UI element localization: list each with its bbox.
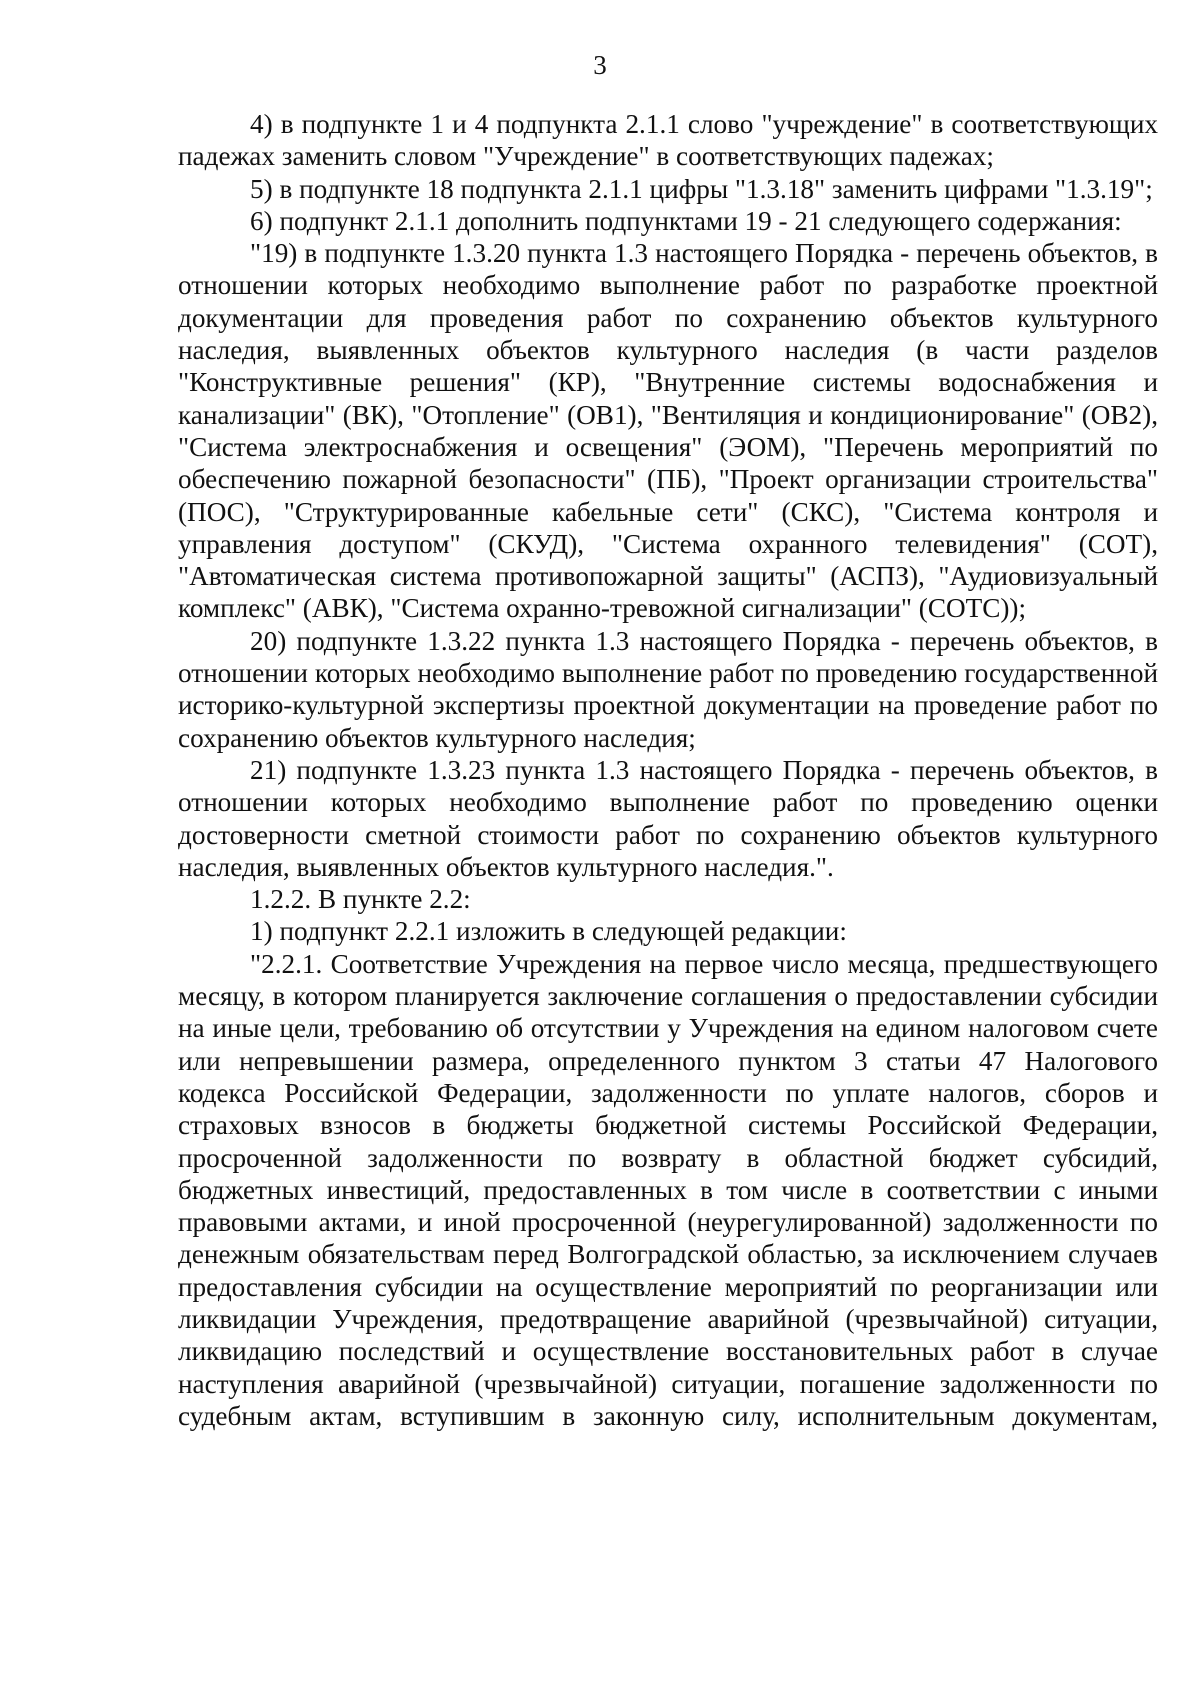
page-number: 3 bbox=[593, 50, 607, 80]
paragraph-subitem-19: "19) в подпункте 1.3.20 пункта 1.3 настоящего Порядка - перечень объектов, в отношении которых необходимо выполнение работ по разработке проектной документации для проведения работ по сохранению объектов культурного наследия, выявленных объектов культурного наследия (в части разделов "Конструктивные решения" (КР), "Внутренние системы водоснабжения и канализации" (ВК), "Отопление" (ОВ1), "Вентиляция и кондиционирование" (ОВ2), "Система электроснабжения и освещения" (ЭОМ), "Перечень мероприятий по обеспечению пожарной безопасности" (ПБ), "Проект организации строительства" (ПОС), "Структурированные кабельные сети" (СКС), "Система контроля и управления доступом" (СКУД), "Система охранного телевидения" (СОТ), "Автоматическая система противопожарной защиты" (АСПЗ), "Аудиовизуальный комплекс" (АВК), "Система охранно-тревожной сигнализации" (СОТС)); bbox=[178, 238, 1158, 624]
paragraph-subitem-21: 21) подпункте 1.3.23 пункта 1.3 настоящего Порядка - перечень объектов, в отношении которых необходимо выполнение работ по проведению оценки достоверности сметной стоимости работ по сохранению объектов культурного наследия, выявленных объектов культурного наследия.". bbox=[178, 754, 1158, 882]
paragraph-item-5: 5) в подпункте 18 подпункта 2.1.1 цифры "1.3.18" заменить цифрами "1.3.19"; bbox=[250, 173, 1153, 204]
paragraph-item-6: 6) подпункт 2.1.1 дополнить подпунктами 19 - 21 следующего содержания: bbox=[250, 205, 1122, 236]
paragraph-section-1-2-2: 1.2.2. В пункте 2.2: bbox=[250, 884, 471, 915]
document-body bbox=[178, 108, 1158, 1432]
paragraph-subitem-20: 20) подпункте 1.3.22 пункта 1.3 настоящего Порядка - перечень объектов, в отношении которых необходимо выполнение работ по проведению государственной историко-культурной экспертизы проектной документации на проведение работ по сохранению объектов культурного наследия; bbox=[178, 625, 1158, 753]
paragraph-clause-2-2-1: "2.2.1. Соответствие Учреждения на первое число месяца, предшествующего месяцу, в котором планируется заключение соглашения о предоставлении субсидии на иные цели, требованию об отсутствии у Учреждения на едином налоговом счете или непревышении размера, определенного пунктом 3 статьи 47 Налогового кодекса Российской Федерации, задолженности по уплате налогов, сборов и страховых взносов в бюджеты бюджетной системы Российской Федерации, просроченной задолженности по возврату в областной бюджет субсидий, бюджетных инвестиций, предоставленных в том числе в соответствии с иными правовыми актами, и иной просроченной (неурегулированной) задолженности по денежным обязательствам перед Волгоградской областью, за исключением случаев предоставления субсидии на осуществление мероприятий по реорганизации или ликвидации Учреждения, предотвращение аварийной (чрезвычайной) ситуации, ликвидацию последствий и осуществление восстановительных работ в случае наступления аварийной (чрезвычайной) ситуации, погашение задолженности по судебным актам, вступившим в законную силу, исполнительным документам, bbox=[178, 948, 1158, 1431]
paragraph-item-1: 1) подпункт 2.2.1 изложить в следующей редакции: bbox=[250, 916, 847, 947]
paragraph-item-4: 4) в подпункте 1 и 4 подпункта 2.1.1 слово "учреждение" в соответствующих падежах заменить словом "Учреждение" в соответствующих падежах; bbox=[178, 109, 1158, 172]
